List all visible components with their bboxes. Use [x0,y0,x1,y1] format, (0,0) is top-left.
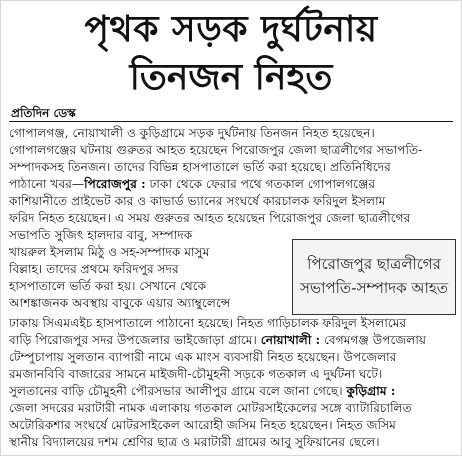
body-text: পাঠানো খবর— [9,177,85,191]
body-text: বেগমগঞ্জ উপজেলায় [320,333,427,347]
body-text: সুলতানের বাড়ি চৌমুহনী পৌরসভার আলীপুর গ্রামে বলে জানা গেছে। [9,384,347,398]
body-line: আশঙ্কাজনক অবস্থায় বাবুকে এয়ার অ্যাম্বুলেন্সে [9,296,231,310]
body-line: জেলা সদরের মরাটারী নামক এলাকায় গতকাল মোটরসাইকেলের সঙ্গে ব্যাটারিচালিত [9,401,412,415]
pull-quote-line-2: সভাপতি-সম্পাদক আহত [300,279,448,297]
body-line: ঢাকায় সিএমএইচ হাসপাতালে পাঠানো হয়েছে। নিহত গাড়িচালক ফরিদুল ইসলামের [9,316,407,330]
body-line: হাসপাতালে ভর্তি করা হয়। সেখানে থেকে [9,279,207,293]
byline-divider [9,121,453,122]
headline-line-2: তিনজন নিহত [129,57,333,98]
dateline-kurigram: কুড়িগ্রাম : [346,384,396,398]
body-line: গোপালগঞ্জের ঘটনায় গুরুতর আহত হয়েছেন পিরোজপুর জেলা ছাত্রলীগের সভাপতি- [9,143,423,157]
body-line: বিল্লাহ। তাদের প্রথমে ফরিদপুর সদর [9,262,179,276]
body-line: গোপালগঞ্জ, নোয়াখালী ও কুড়িগ্রামে সড়ক দুর্ঘটনায় তিনজন নিহত হয়েছেন। [9,126,375,140]
body-line: অটোরিকশার সংঘর্ষে মোটরসাইকেল আরোহী জসিম নিহত হয়েছেন। নিহত জসিম [9,418,396,432]
body-line [9,176,453,193]
headline [1,7,461,101]
body-line: খায়রুল ইসলাম মিঠু ও সহ-সম্পাদক মাসুম [9,245,210,259]
body-line: সভাপতি সুজিৎ হালদার বাবু, সম্পাদক [9,228,193,242]
body-line: সম্পাদকসহ তিনজন। তাদের বিভিন্ন হাসপাতালে ভর্তি করা হয়েছে। প্রতিনিধিদের [9,160,391,174]
body-line: রমজানবিবি বাজারের সামনে মাইজদী-চৌমুহনী সড়কে গতকাল এ দুর্ঘটনা ঘটে। [9,367,383,381]
byline: প্রতিদিন ডেস্ক [11,106,76,120]
body-line: কাশিয়ানীতে প্রাইভেট কার ও কাভার্ড ভ্যানের সংঘর্ষে কারচালক ফরিদুল ইসলাম [9,194,386,208]
dateline-noakhali: নোয়াখালী : [260,333,321,347]
pull-quote-line-1: পিরোজপুর ছাত্রলীগের [307,255,441,273]
body-line: ফরিদ নিহত হয়েছেন। এ সময় গুরুতর আহত হয়েছেন পিরোজপুর জেলা ছাত্রলীগের [9,211,411,225]
body-line: স্থানীয় বিদ্যালয়ের দশম শ্রেণির ছাত্র ও মরাটারী গ্রামের আবু সুফিয়ানের ছেলে। [9,435,380,449]
pull-quote-box [292,239,456,315]
body-text: বাড়ি পিরোজপুর সদর উপজেলার ভাইজোড়া গ্রামে। [9,333,261,347]
body-line: টেম্পুচাপায় সুলতান ব্যাপারী নামে এক মাংস ব্যবসায়ী নিহত হয়েছেন। উপজেলার [9,350,397,364]
body-text: ঢাকা থেকে ফেরার পথে গতকাল গোপালগঞ্জের [145,177,376,191]
dateline-pirojpur: পিরোজপুর : [84,177,146,191]
body-line [9,332,453,349]
headline-line-1: পৃথক সড়ক দুর্ঘটনায় [84,9,378,50]
body-line [9,383,453,400]
